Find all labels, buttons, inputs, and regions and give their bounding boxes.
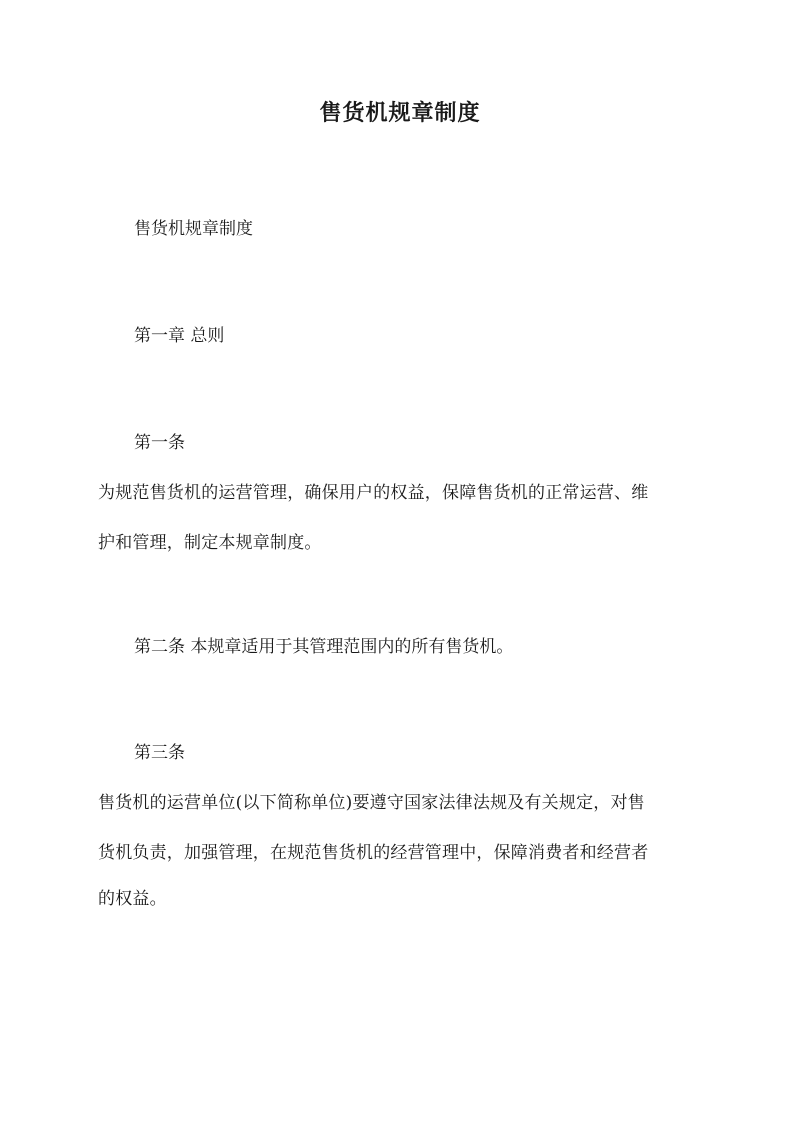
document-title: 售货机规章制度 [319, 100, 481, 126]
chapter-heading: 第一章 总则 [134, 326, 225, 346]
article-3-line-3: 的权益。 [98, 889, 167, 909]
article-1-line-2: 护和管理，制定本规章制度。 [98, 533, 322, 553]
article-3-line-2: 货机负责，加强管理，在规范售货机的经营管理中，保障消费者和经营者 [98, 843, 649, 863]
subtitle: 售货机规章制度 [134, 219, 253, 239]
article-1-heading: 第一条 [134, 433, 185, 453]
article-2-text: 第二条 本规章适用于其管理范围内的所有售货机。 [134, 637, 514, 657]
article-1-line-1: 为规范售货机的运营管理，确保用户的权益，保障售货机的正常运营、维 [98, 483, 649, 503]
article-3-heading: 第三条 [134, 743, 185, 763]
article-3-line-1: 售货机的运营单位(以下简称单位)要遵守国家法律法规及有关规定，对售 [98, 793, 645, 813]
